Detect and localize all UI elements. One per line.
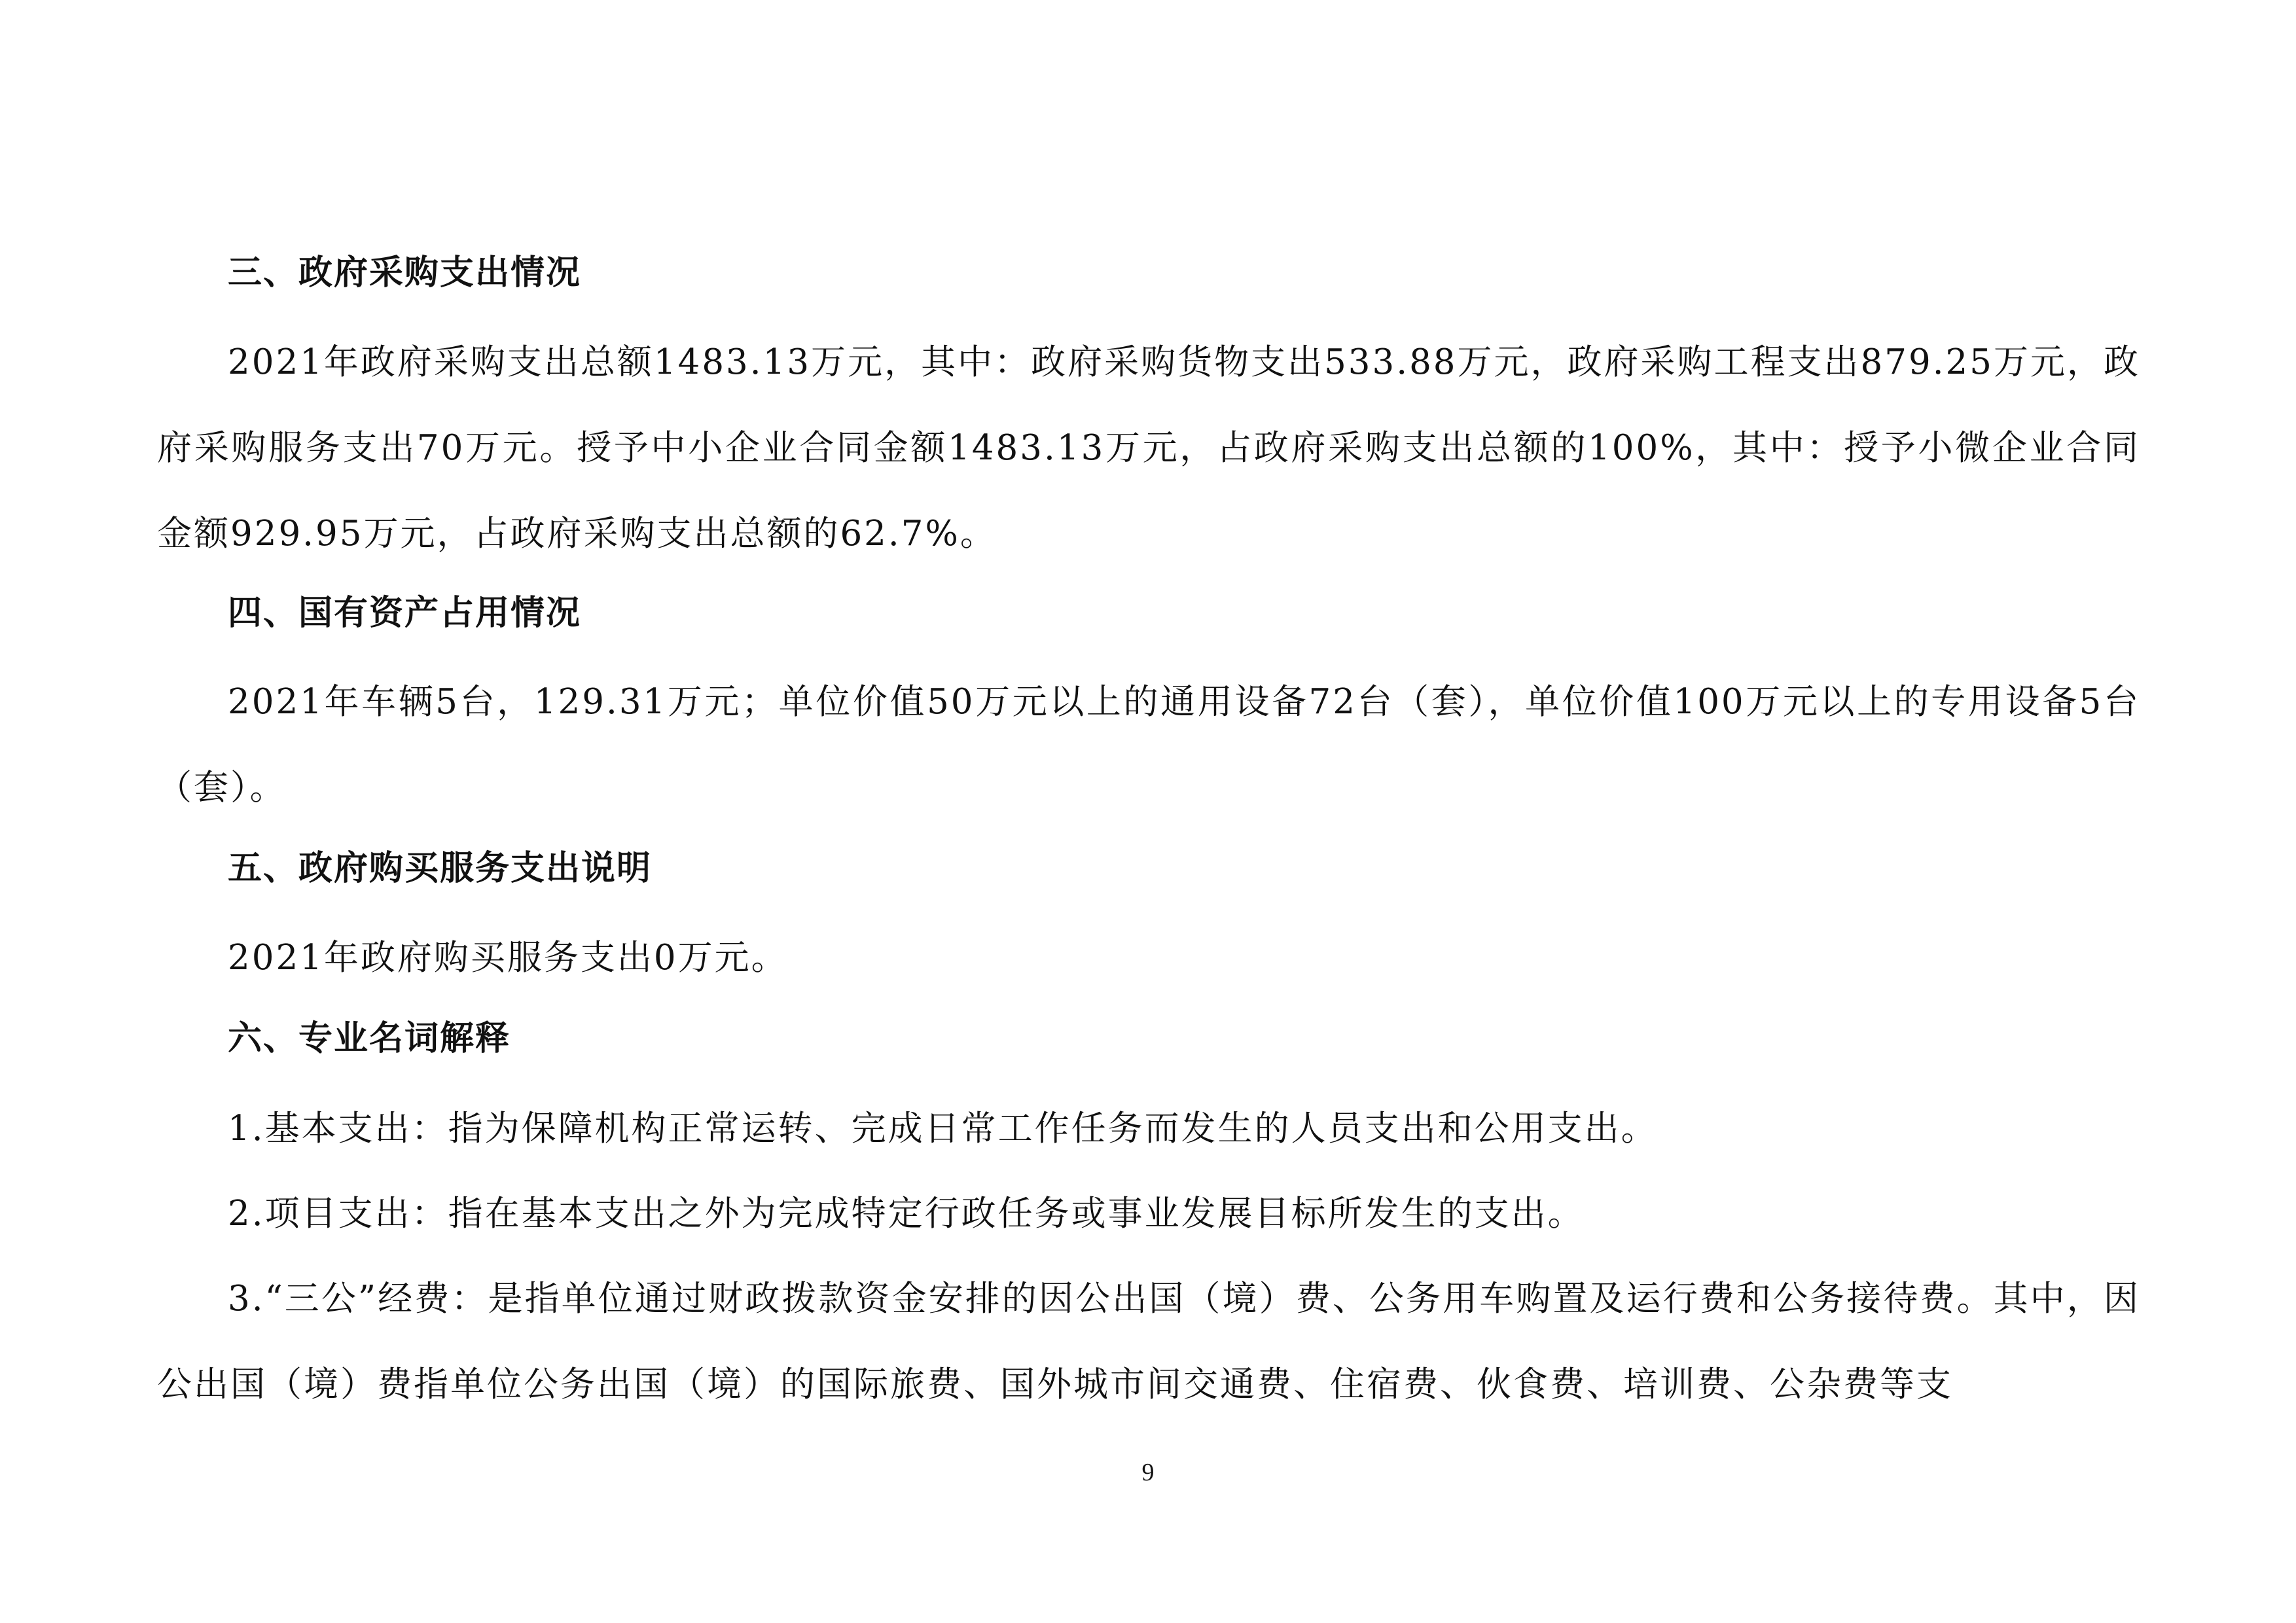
paragraph-assets: 2021年车辆5台，129.31万元；单位价值50万元以上的通用设备72台（套），单位价值100万元以上的专用设备5台（套）。 <box>157 682 2140 808</box>
page-number: 9 <box>1141 1459 1155 1486</box>
term-item-basic-expenditure: 1.基本支出：指为保障机构正常运转、完成日常工作任务而发生的人员支出和公用支出。 <box>228 1109 1658 1149</box>
section-heading-procurement: 三、政府采购支出情况 <box>228 253 582 293</box>
section-heading-services: 五、政府购买服务支出说明 <box>228 849 653 888</box>
term-item-three-public-expenses: 3.“三公”经费：是指单位通过财政拨款资金安排的因公出国（境）费、公务用车购置及运行费和公务接待费。其中，因公出国（境）费指单位公务出国（境）的国际旅费、国外城市间交通费、住宿费、伙食费、培训费、公杂费等支 <box>157 1279 2140 1404</box>
section-heading-terms: 六、专业名词解释 <box>228 1019 511 1058</box>
paragraph-procurement: 2021年政府采购支出总额1483.13万元，其中：政府采购货物支出533.88万元，政府采购工程支出879.25万元，政府采购服务支出70万元。授予中小企业合同金额1483.13万元，占政府采购支出总额的100%，其中：授予小微企业合同金额929.95万元，占政府采购支出总额的62.7%。 <box>157 342 2140 554</box>
section-heading-assets: 四、国有资产占用情况 <box>228 594 582 633</box>
term-item-project-expenditure: 2.项目支出：指在基本支出之外为完成特定行政任务或事业发展目标所发生的支出。 <box>228 1194 1585 1234</box>
paragraph-services: 2021年政府购买服务支出0万元。 <box>228 938 788 978</box>
